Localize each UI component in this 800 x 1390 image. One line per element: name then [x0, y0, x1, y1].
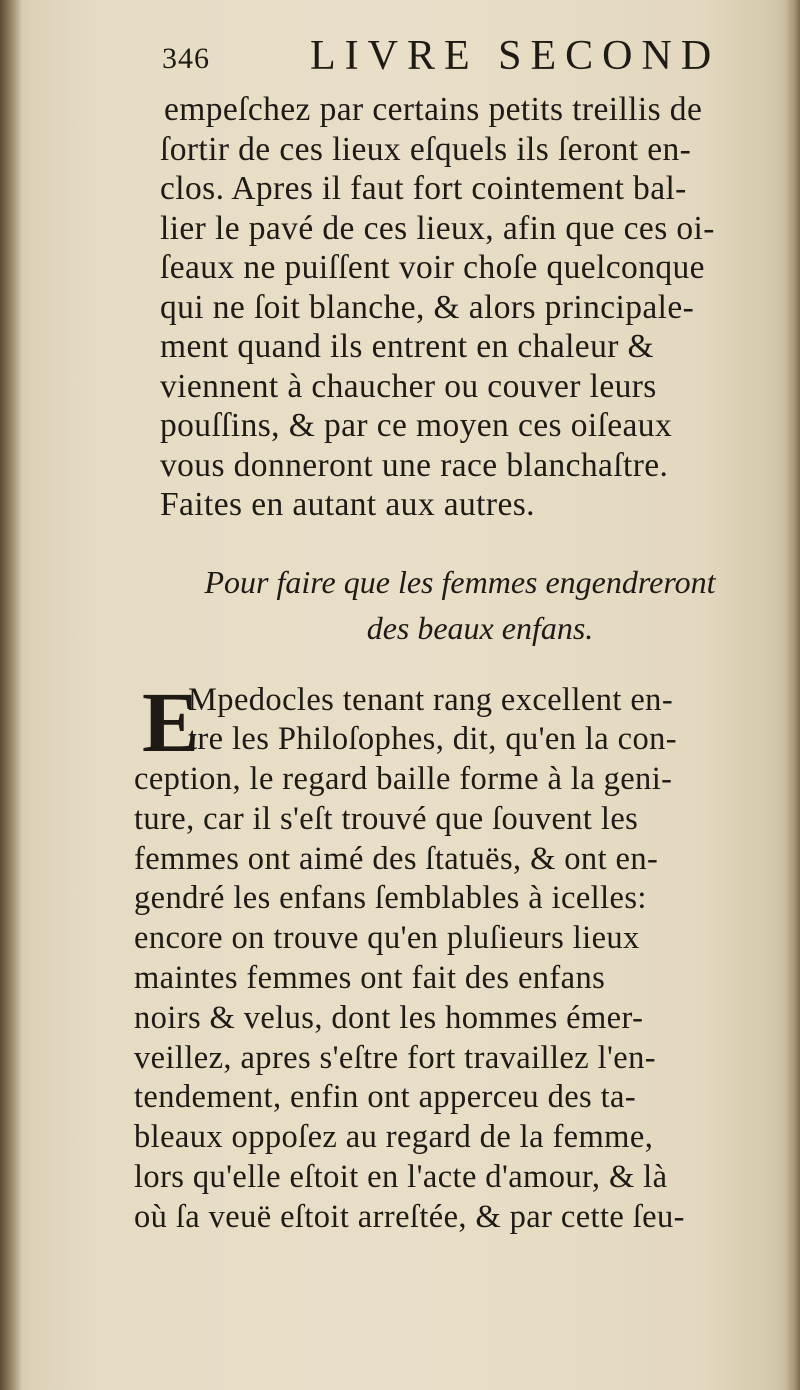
text-line: bleaux oppoſez au regard de la femme,: [134, 1119, 654, 1156]
text-line: maintes femmes ont fait des enfans: [134, 960, 606, 997]
page-header: [130, 28, 770, 90]
text-line: vous donneront une race blanchaſtre.: [160, 446, 669, 484]
text-line: Mpedocles tenant rang excellent en-: [188, 681, 674, 718]
text-line: où ſa veuë eſtoit arreſtée, & par cette ſeu-: [134, 1198, 685, 1235]
page-number: 346: [162, 42, 210, 75]
text-line: qui ne ſoit blanche, & alors principale-: [160, 288, 695, 326]
text-line: gendré les enfans ſemblables à icelles:: [134, 880, 647, 917]
text-line: veillez, apres s'eſtre fort travaillez l'en-: [134, 1039, 656, 1076]
drop-cap: E: [142, 673, 200, 770]
text-line: tre les Philoſophes, dit, qu'en la con-: [188, 721, 678, 758]
paragraph-continued: [130, 90, 770, 525]
text-line: ture, car il s'eſt trouvé que ſouvent les: [134, 800, 639, 837]
text-line: femmes ont aimé des ſtatuës, & ont en-: [134, 840, 659, 877]
text-line: ſortir de ces lieux eſquels ils ſeront en-: [160, 130, 692, 168]
text-line: ception, le regard baille forme à la geni-: [134, 761, 673, 798]
page-edge: [786, 0, 800, 1390]
gutter-shadow: [0, 0, 22, 1390]
text-line: ment quand ils entrent en chaleur &: [160, 328, 655, 365]
text-line: tendement, enfin ont apperceu des ta-: [134, 1079, 637, 1116]
text-line: Faites en autant aux autres.: [160, 486, 535, 523]
text-block: [130, 28, 770, 1238]
heading-line: des beaux enfans.: [366, 609, 594, 646]
running-title: LIVRE SECOND: [310, 33, 721, 79]
section-heading: [130, 559, 770, 651]
text-line: clos. Apres il faut fort cointement bal-: [160, 170, 687, 207]
text-line: pouſſins, & par ce moyen ces oiſeaux: [160, 407, 673, 444]
text-line: lors qu'elle eſtoit en l'acte d'amour, & là: [134, 1159, 668, 1196]
text-line: empeſchez par certains petits treillis de: [164, 91, 703, 128]
heading-line: Pour faire que les femmes engendreront: [204, 563, 716, 600]
text-line: encore on trouve qu'en pluſieurs lieux: [134, 920, 640, 957]
text-line: viennent à chaucher ou couver leurs: [160, 367, 657, 405]
paragraph-main: [130, 673, 770, 1238]
text-line: ſeaux ne puiſſent voir choſe quelconque: [160, 249, 705, 286]
text-line: noirs & velus, dont les hommes émer-: [134, 999, 644, 1036]
text-line: lier le pavé de ces lieux, afin que ces oi-: [160, 209, 715, 247]
